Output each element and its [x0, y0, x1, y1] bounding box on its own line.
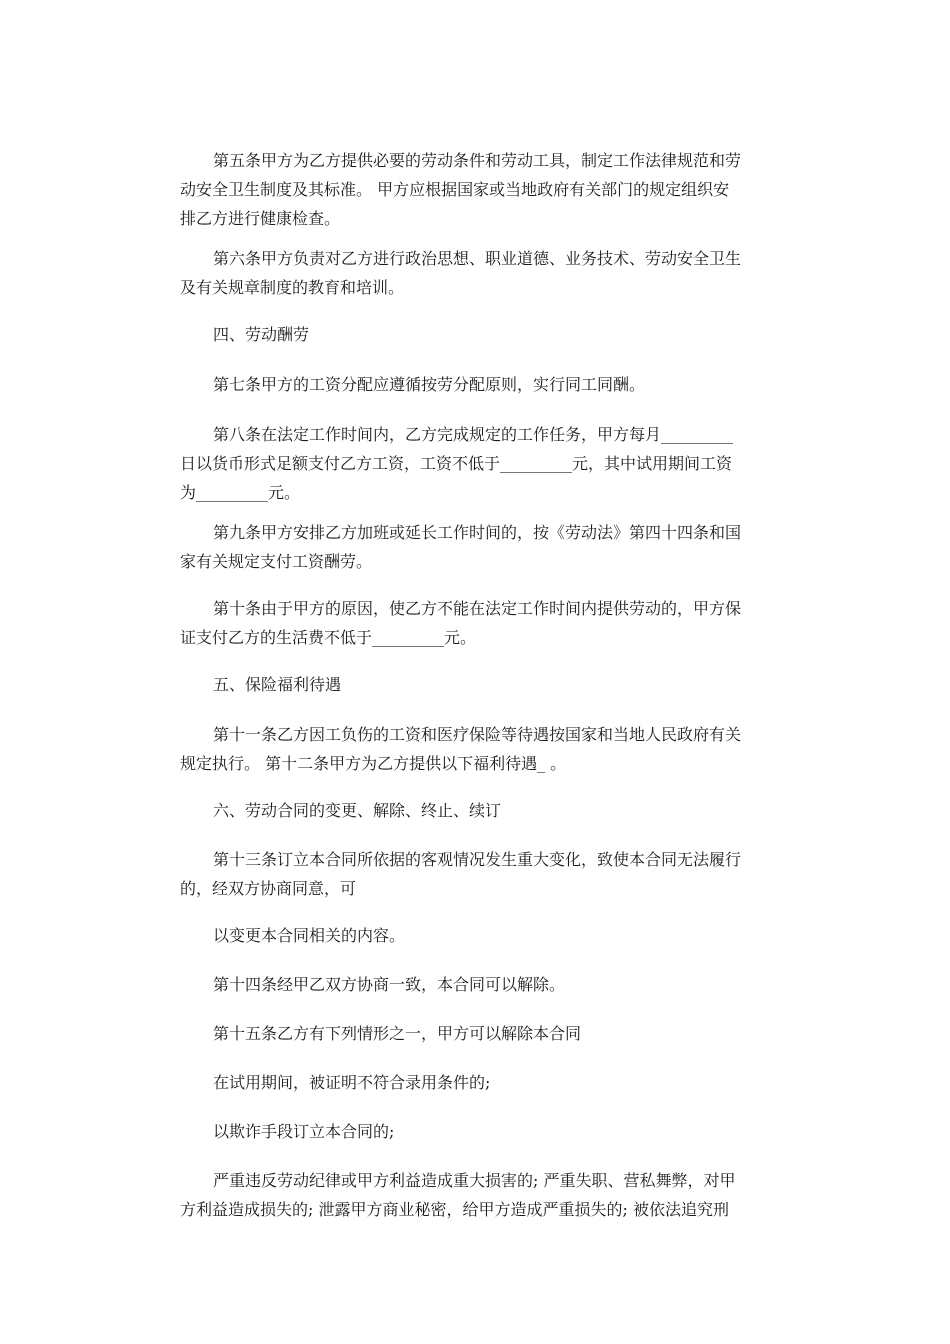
text-line: 第九条甲方安排乙方加班或延长工作时间的，按《劳动法》第四十四条和国	[213, 523, 742, 542]
text-line: 第十一条乙方因工负伤的工资和医疗保险等待遇按国家和当地人民政府有关	[213, 725, 742, 744]
article-14-paragraph	[180, 970, 780, 999]
text-line: 四、劳动酬劳	[213, 325, 310, 344]
text-line: 日以货币形式足额支付乙方工资，工资不低于_________元，其中试用期间工资	[180, 454, 733, 473]
text-line: 及有关规章制度的教育和培训。	[180, 278, 405, 297]
article-15-item-2	[180, 1117, 780, 1146]
section-5-heading	[180, 670, 780, 699]
text-line: 的，经双方协商同意，可	[180, 879, 357, 898]
text-line: 动安全卫生制度及其标准。 甲方应根据国家或当地政府有关部门的规定组织安	[180, 180, 730, 199]
text-line: 规定执行。 第十二条甲方为乙方提供以下福利待遇_ 。	[180, 754, 567, 773]
text-line: 第七条甲方的工资分配应遵循按劳分配原则，实行同工同酬。	[213, 375, 646, 394]
section-4-heading	[180, 320, 780, 349]
article-8-paragraph	[180, 420, 780, 507]
article-10-paragraph	[180, 594, 780, 652]
article-7-paragraph	[180, 370, 780, 399]
section-6-heading	[180, 796, 780, 825]
text-line: 第八条在法定工作时间内，乙方完成规定的工作任务，甲方每月_________	[213, 425, 734, 444]
article-6-paragraph	[180, 244, 780, 302]
text-line: 证支付乙方的生活费不低于_________元。	[180, 628, 477, 647]
text-line: 第六条甲方负责对乙方进行政治思想、职业道德、业务技术、劳动安全卫生	[213, 249, 742, 268]
text-line: 方利益造成损失的; 泄露甲方商业秘密，给甲方造成严重损失的; 被依法追究刑	[180, 1200, 729, 1219]
text-line: 以欺诈手段订立本合同的;	[213, 1122, 395, 1141]
text-line: 严重违反劳动纪律或甲方利益造成重大损害的; 严重失职、营私舞弊，对甲	[213, 1171, 736, 1190]
text-line: 为_________元。	[180, 483, 301, 502]
article-15-item-3	[180, 1166, 780, 1224]
text-line: 以变更本合同相关的内容。	[213, 926, 406, 945]
article-13-continuation	[180, 921, 780, 950]
text-line: 第十四条经甲乙双方协商一致，本合同可以解除。	[213, 975, 566, 994]
text-line: 第五条甲方为乙方提供必要的劳动条件和劳动工具，制定工作法律规范和劳	[213, 151, 742, 170]
text-line: 第十五条乙方有下列情形之一，甲方可以解除本合同	[213, 1024, 582, 1043]
text-line: 五、保险福利待遇	[213, 675, 342, 694]
text-line: 六、劳动合同的变更、解除、终止、续订	[213, 801, 502, 820]
text-line: 第十三条订立本合同所依据的客观情况发生重大变化，致使本合同无法履行	[213, 850, 742, 869]
article-13-paragraph	[180, 845, 780, 903]
article-9-paragraph	[180, 518, 780, 576]
article-5-paragraph	[180, 146, 780, 233]
text-line: 在试用期间，被证明不符合录用条件的;	[213, 1073, 491, 1092]
text-line: 家有关规定支付工资酬劳。	[180, 552, 373, 571]
article-15-paragraph	[180, 1019, 780, 1048]
article-15-item-1	[180, 1068, 780, 1097]
text-line: 第十条由于甲方的原因，使乙方不能在法定工作时间内提供劳动的，甲方保	[213, 599, 742, 618]
article-11-12-paragraph	[180, 720, 780, 778]
text-line: 排乙方进行健康检查。	[180, 209, 341, 228]
